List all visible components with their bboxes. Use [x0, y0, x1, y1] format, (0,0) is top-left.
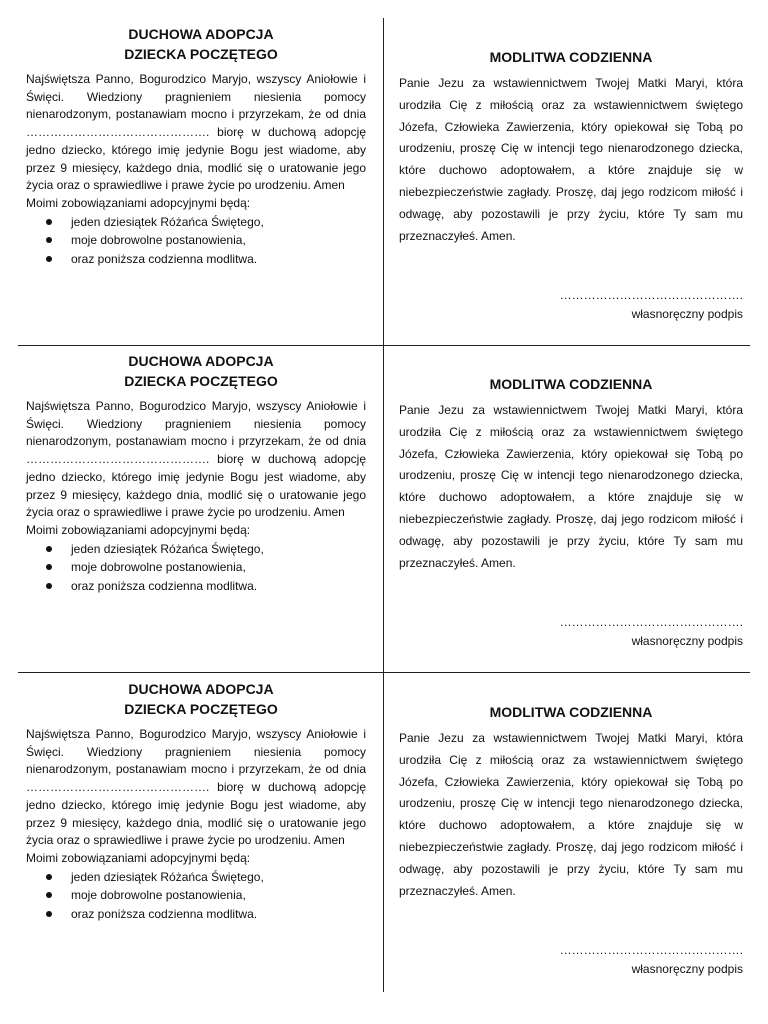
commitments-list — [26, 868, 366, 924]
signature-line: ………………………………………. — [559, 615, 743, 629]
commitment-item: oraz poniższa codzienna modlitwa. — [46, 250, 366, 269]
declaration-paragraph: Najświętsza Panno, Bogurodzico Maryjo, wszyscy Aniołowie i Święci. Wiedziony pragnieniem niesienia pomocy nienarodzonym, postanawiam mocno i przyrzekam, że od dnia ………………………………………. biorę w duchową adopcję jedno dziecko, którego imię jedynie Bogu jest wiadome, aby przez 9 miesięcy, każdego dnia, modlić się o uratowanie jego życia oraz o sprawiedliwe i prawe życie po urodzeniu. Amen — [26, 399, 366, 520]
commitment-item: oraz poniższa codzienna modlitwa. — [46, 905, 366, 924]
commitments-list — [26, 213, 366, 269]
declaration-title-line1: DUCHOWA ADOPCJA — [128, 681, 274, 697]
declaration-title-line2: DZIECKA POCZĘTEGO — [124, 373, 278, 389]
signature-line: ………………………………………. — [559, 288, 743, 302]
adoption-declaration — [26, 24, 366, 268]
prayer-title: MODLITWA CODZIENNA — [489, 376, 653, 392]
adoption-declaration — [26, 679, 366, 923]
prayer-text: Panie Jezu za wstawiennictwem Twojej Matki Maryi, która urodziła Cię z miłością oraz za wstawiennictwem świętego Józefa, Człowieka Zawierzenia, który opiekował się Tobą po urodzeniu, proszę Cię w intencji tego nienarodzonego dziecka, które duchowo adoptowałem, a które znajduje się w niebezpieczeństwie zagłady. Proszę, daj jego rodzicom miłość i odwagę, aby pozostawili je przy życiu, które Ty sam mu przeznaczyłeś. Amen. — [399, 731, 743, 898]
signature-label: własnoręczny podpis — [631, 634, 743, 648]
declaration-title-line1: DUCHOWA ADOPCJA — [128, 353, 274, 369]
daily-prayer — [399, 48, 743, 247]
declaration-title-line2: DZIECKA POCZĘTEGO — [124, 46, 278, 62]
commitment-item: moje dobrowolne postanowienia, — [46, 231, 366, 250]
signature-label: własnoręczny podpis — [631, 307, 743, 321]
adoption-declaration — [26, 351, 366, 595]
daily-prayer — [399, 703, 743, 902]
declaration-title-line1: DUCHOWA ADOPCJA — [128, 26, 274, 42]
declaration-title — [26, 351, 366, 391]
declaration-title — [26, 679, 366, 719]
prayer-title: MODLITWA CODZIENNA — [489, 704, 653, 720]
daily-prayer — [399, 375, 743, 574]
adoption-card — [0, 18, 768, 345]
commitment-item: jeden dziesiątek Różańca Świętego, — [46, 213, 366, 232]
adoption-card — [0, 673, 768, 1000]
prayer-text: Panie Jezu za wstawiennictwem Twojej Matki Maryi, która urodziła Cię z miłością oraz za wstawiennictwem świętego Józefa, Człowieka Zawierzenia, który opiekował się Tobą po urodzeniu, proszę Cię w intencji tego nienarodzonego dziecka, które duchowo adoptowałem, a które znajduje się w niebezpieczeństwie zagłady. Proszę, daj jego rodzicom miłość i odwagę, aby pozostawili je przy życiu, które Ty sam mu przeznaczyłeś. Amen. — [399, 403, 743, 570]
commitments-list — [26, 540, 366, 596]
commitments-intro: Moimi zobowiązaniami adopcyjnymi będą: — [26, 522, 251, 537]
commitment-item: jeden dziesiątek Różańca Świętego, — [46, 540, 366, 559]
signature-line: ………………………………………. — [559, 943, 743, 957]
prayer-title: MODLITWA CODZIENNA — [489, 49, 653, 65]
commitment-item: moje dobrowolne postanowienia, — [46, 886, 366, 905]
commitments-intro: Moimi zobowiązaniami adopcyjnymi będą: — [26, 850, 251, 865]
commitments-intro: Moimi zobowiązaniami adopcyjnymi będą: — [26, 195, 251, 210]
declaration-paragraph: Najświętsza Panno, Bogurodzico Maryjo, wszyscy Aniołowie i Święci. Wiedziony pragnieniem niesienia pomocy nienarodzonym, postanawiam mocno i przyrzekam, że od dnia ………………………………………. biorę w duchową adopcję jedno dziecko, którego imię jedynie Bogu jest wiadome, aby przez 9 miesięcy, każdego dnia, modlić się o uratowanie jego życia oraz o sprawiedliwe i prawe życie po urodzeniu. Amen — [26, 72, 366, 193]
declaration-paragraph: Najświętsza Panno, Bogurodzico Maryjo, wszyscy Aniołowie i Święci. Wiedziony pragnieniem niesienia pomocy nienarodzonym, postanawiam mocno i przyrzekam, że od dnia ………………………………………. biorę w duchową adopcję jedno dziecko, którego imię jedynie Bogu jest wiadome, aby przez 9 miesięcy, każdego dnia, modlić się o uratowanie jego życia oraz o sprawiedliwe i prawe życie po urodzeniu. Amen — [26, 727, 366, 848]
signature-label: własnoręczny podpis — [631, 962, 743, 976]
declaration-title — [26, 24, 366, 64]
adoption-card — [0, 345, 768, 672]
commitment-item: oraz poniższa codzienna modlitwa. — [46, 577, 366, 596]
commitment-item: jeden dziesiątek Różańca Świętego, — [46, 868, 366, 887]
commitment-item: moje dobrowolne postanowienia, — [46, 558, 366, 577]
prayer-text: Panie Jezu za wstawiennictwem Twojej Matki Maryi, która urodziła Cię z miłością oraz za wstawiennictwem świętego Józefa, Człowieka Zawierzenia, który opiekował się Tobą po urodzeniu, proszę Cię w intencji tego nienarodzonego dziecka, które duchowo adoptowałem, a które znajduje się w niebezpieczeństwie zagłady. Proszę, daj jego rodzicom miłość i odwagę, aby pozostawili je przy życiu, które Ty sam mu przeznaczyłeś. Amen. — [399, 76, 743, 243]
declaration-title-line2: DZIECKA POCZĘTEGO — [124, 701, 278, 717]
